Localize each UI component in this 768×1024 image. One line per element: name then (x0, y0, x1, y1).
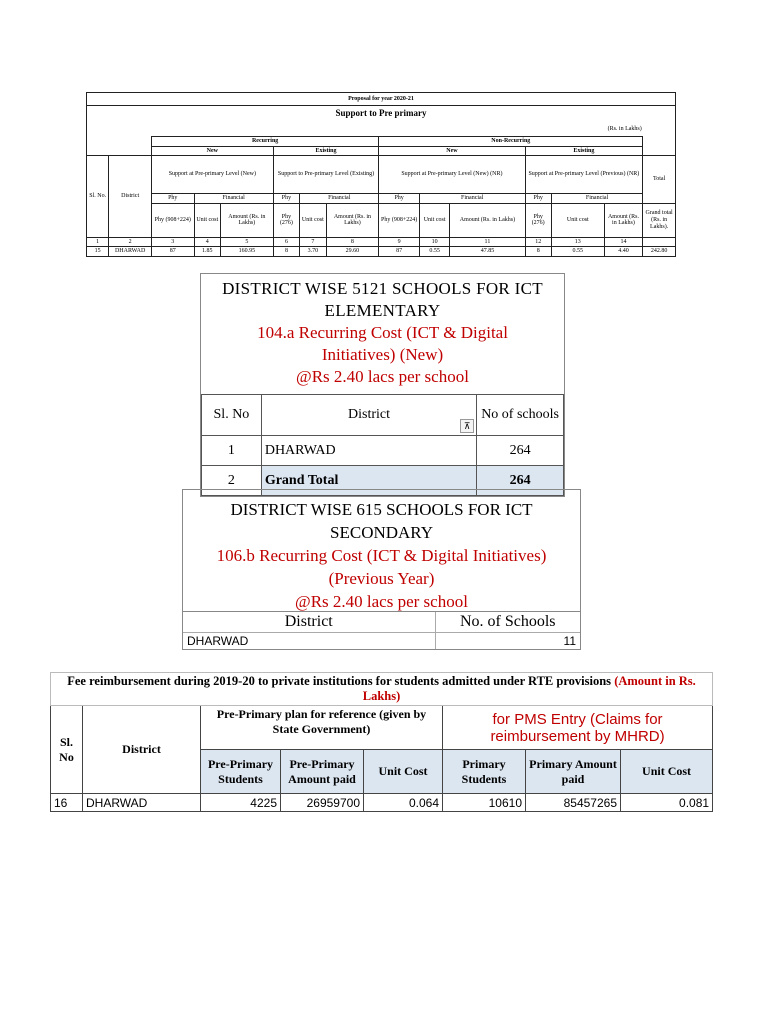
row-district: DHARWAD (261, 436, 476, 466)
row-cell: 242.80 (643, 247, 676, 257)
financial-header: Financial (551, 194, 642, 204)
phy-908-header: Phy (908+224) (151, 203, 194, 237)
schools-header: No of schools (477, 395, 564, 436)
sl-no-header: Sl. No (51, 706, 83, 794)
fee-title-unit: (Amount in Rs. Lakhs) (362, 674, 696, 703)
financial-header: Financial (194, 194, 273, 204)
p-students-header: Primary Students (443, 750, 526, 794)
support-new-header: Support at Pre-primary Level (New) (151, 156, 273, 194)
ict-secondary-subtitle-2: (Previous Year) (328, 569, 435, 588)
column-number: 9 (379, 237, 420, 247)
total-header: Total (643, 156, 676, 204)
row-cell: 47.85 (450, 247, 525, 257)
phy-header: Phy (273, 194, 299, 204)
column-number (643, 237, 676, 247)
fee-reimbursement-table (50, 672, 713, 812)
row-sl: 1 (202, 436, 262, 466)
grand-total-header: Grand total (Rs. in Lakhs). (643, 203, 676, 237)
row-cell: 0.55 (419, 247, 449, 257)
table-row (51, 794, 713, 812)
row-district: DHARWAD (83, 794, 201, 812)
column-number: 1 (87, 237, 109, 247)
proposal-year: Proposal for year 2020-21 (87, 93, 676, 106)
preprimary-table-block (86, 92, 676, 257)
ict-elementary-block (200, 273, 565, 497)
ict-elementary-rate: @Rs 2.40 lacs per school (296, 367, 469, 386)
phy-276-header: Phy (276) (273, 203, 299, 237)
row-cell: 87 (151, 247, 194, 257)
table-row (183, 633, 580, 650)
preprimary-plan-header: Pre-Primary plan for reference (given by State Government) (201, 706, 443, 750)
p-unit-cost-header: Unit Cost (621, 750, 713, 794)
column-number: 4 (194, 237, 220, 247)
row-district: DHARWAD (109, 247, 152, 257)
pms-entry-header: for PMS Entry (Claims for reimbursement by MHRD) (443, 706, 713, 750)
column-number: 8 (326, 237, 379, 247)
p-amount-header: Primary Amount paid (526, 750, 621, 794)
recurring-existing-header: Existing (273, 146, 379, 156)
preprimary-table (86, 92, 676, 257)
table-row (202, 436, 564, 466)
district-header: District (109, 156, 152, 238)
support-nr-new-header: Support at Pre-primary Level (New) (NR) (379, 156, 525, 194)
row-cell: 160.95 (220, 247, 273, 257)
ict-elementary-subtitle: 104.a Recurring Cost (ICT & Digital (257, 323, 508, 342)
ict-elementary-heading (201, 274, 564, 394)
ict-elementary-table (201, 394, 564, 496)
unit-cost-header: Unit cost (300, 203, 326, 237)
pp-amount-header: Pre-Primary Amount paid (281, 750, 364, 794)
pp-students-header: Pre-Primary Students (201, 750, 281, 794)
row-cell: 0.55 (551, 247, 604, 257)
ict-elementary-title-2: ELEMENTARY (324, 301, 441, 320)
amount-header: Amount (Rs. in Lakhs) (450, 203, 525, 237)
ict-secondary-heading (183, 490, 580, 612)
amount-header: Amount (Rs. in Lakhs) (604, 203, 643, 237)
row-district: DHARWAD (183, 633, 435, 650)
financial-header: Financial (300, 194, 379, 204)
row-p-students: 10610 (443, 794, 526, 812)
non-recurring-header: Non-Recurring (379, 137, 643, 147)
row-sl: 2 (202, 466, 262, 496)
fee-reimbursement-block (50, 672, 712, 812)
row-pp-amount: 26959700 (281, 794, 364, 812)
unit-note: (Rs. in Lakhs) (87, 122, 643, 137)
row-p-amount: 85457265 (526, 794, 621, 812)
row-cell: 15 (87, 247, 109, 257)
column-number: 2 (109, 237, 152, 247)
phy-header: Phy (151, 194, 194, 204)
row-schools: 264 (477, 436, 564, 466)
column-number: 10 (419, 237, 449, 247)
phy-908-header: Phy (908+224) (379, 203, 420, 237)
district-header: District (284, 613, 333, 630)
financial-header: Financial (419, 194, 525, 204)
row-cell: 3.70 (300, 247, 326, 257)
recurring-header: Recurring (151, 137, 378, 147)
ict-secondary-block (182, 489, 581, 650)
row-p-unit-cost: 0.081 (621, 794, 713, 812)
unit-cost-header: Unit cost (419, 203, 449, 237)
pp-unit-cost-header: Unit Cost (364, 750, 443, 794)
column-number: 11 (450, 237, 525, 247)
ict-elementary-subtitle-2: Initiatives) (New) (321, 345, 444, 364)
column-number: 14 (604, 237, 643, 247)
row-cell: 1.85 (194, 247, 220, 257)
grand-total-value: 264 (477, 466, 564, 496)
row-schools: 11 (435, 633, 580, 650)
preprimary-title: Support to Pre primary (87, 106, 676, 123)
sl-no-header: Sl. No. (87, 156, 109, 238)
column-number: 3 (151, 237, 194, 247)
support-nr-prev-header: Support at Pre-primary Level (Previous) (NR) (525, 156, 643, 194)
district-header (261, 395, 476, 436)
column-number: 5 (220, 237, 273, 247)
row-sl: 16 (51, 794, 83, 812)
column-number-row (87, 237, 676, 247)
row-cell: 8 (525, 247, 551, 257)
table-row (87, 247, 676, 257)
amount-header: Amount (Rs. in Lakhs) (326, 203, 379, 237)
ict-secondary-subtitle: 106.b Recurring Cost (ICT & Digital Initiatives) (216, 546, 547, 565)
unit-cost-header: Unit cost (194, 203, 220, 237)
column-number: 7 (300, 237, 326, 247)
row-cell: 29.60 (326, 247, 379, 257)
support-existing-header: Support to Pre-primary Level (Existing) (273, 156, 379, 194)
filter-icon[interactable]: ⊼ (460, 419, 474, 433)
ict-elementary-title: DISTRICT WISE 5121 SCHOOLS FOR ICT (222, 279, 543, 298)
amount-header: Amount (Rs. in Lakhs) (220, 203, 273, 237)
sl-no-header: Sl. No (202, 395, 262, 436)
row-pp-unit-cost: 0.064 (364, 794, 443, 812)
unit-cost-header: Unit cost (551, 203, 604, 237)
phy-header: Phy (525, 194, 551, 204)
phy-header: Phy (379, 194, 420, 204)
fee-title (51, 673, 713, 706)
district-header-label: District (348, 407, 390, 422)
ict-secondary-table (183, 612, 580, 649)
schools-header: No. of Schools (435, 612, 580, 633)
nonrecurring-new-header: New (379, 146, 525, 156)
column-number: 13 (551, 237, 604, 247)
fee-title-text: Fee reimbursement during 2019-20 to private institutions for students admitted under RTE provisions (67, 674, 612, 688)
nonrecurring-existing-header: Existing (525, 146, 643, 156)
row-pp-students: 4225 (201, 794, 281, 812)
district-header: District (83, 706, 201, 794)
row-cell: 87 (379, 247, 420, 257)
column-number: 12 (525, 237, 551, 247)
ict-secondary-title-2: SECONDARY (330, 523, 433, 542)
row-cell: 8 (273, 247, 299, 257)
column-number: 6 (273, 237, 299, 247)
ict-secondary-rate: @Rs 2.40 lacs per school (295, 592, 468, 611)
recurring-new-header: New (151, 146, 273, 156)
grand-total-label: Grand Total (261, 466, 476, 496)
row-cell: 4.40 (604, 247, 643, 257)
phy-276-header: Phy (276) (525, 203, 551, 237)
ict-secondary-title: DISTRICT WISE 615 SCHOOLS FOR ICT (230, 500, 533, 519)
